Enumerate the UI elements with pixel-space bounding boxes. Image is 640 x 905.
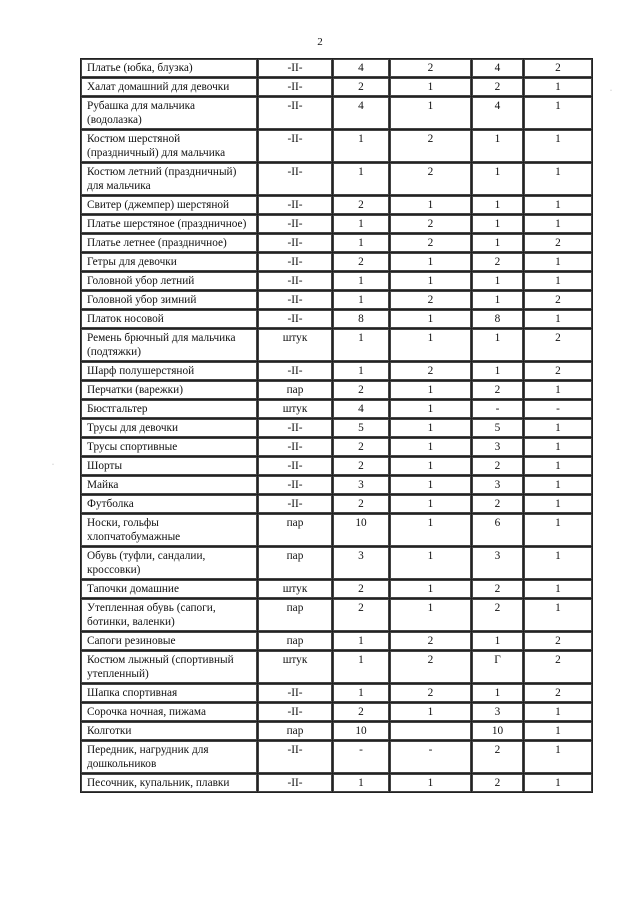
wear-period-cell: 1 — [390, 253, 471, 271]
wear-period-cell: 1 — [524, 215, 592, 233]
table-row — [81, 476, 592, 494]
quantity-cell: 2 — [472, 381, 523, 399]
item-name-cell: Обувь (туфли, сандалии, кроссовки) — [81, 547, 257, 579]
table-body — [81, 59, 592, 792]
wear-period-cell: 2 — [390, 130, 471, 162]
wear-period-cell: 1 — [524, 774, 592, 792]
wear-period-cell: 2 — [524, 651, 592, 683]
unit-cell: пар — [258, 632, 332, 650]
wear-period-cell: 2 — [390, 163, 471, 195]
wear-period-cell: 1 — [524, 163, 592, 195]
wear-period-cell: 2 — [390, 291, 471, 309]
wear-period-cell: 2 — [390, 632, 471, 650]
quantity-cell: 2 — [333, 78, 389, 96]
unit-cell: -II- — [258, 78, 332, 96]
quantity-cell: 1 — [472, 196, 523, 214]
table-row — [81, 59, 592, 77]
quantity-cell: 1 — [472, 215, 523, 233]
quantity-cell: 1 — [472, 163, 523, 195]
wear-period-cell: 1 — [524, 514, 592, 546]
wear-period-cell: - — [524, 400, 592, 418]
quantity-cell: 1 — [472, 632, 523, 650]
table-row — [81, 234, 592, 252]
wear-period-cell: 2 — [524, 234, 592, 252]
wear-period-cell: 1 — [524, 97, 592, 129]
unit-cell: -II- — [258, 457, 332, 475]
quantity-cell: Г — [472, 651, 523, 683]
unit-cell: -II- — [258, 774, 332, 792]
item-name-cell: Колготки — [81, 722, 257, 740]
item-name-cell: Бюстгальтер — [81, 400, 257, 418]
quantity-cell: 2 — [472, 599, 523, 631]
wear-period-cell: 1 — [524, 130, 592, 162]
item-name-cell: Тапочки домашние — [81, 580, 257, 598]
wear-period-cell: 1 — [390, 97, 471, 129]
unit-cell: -II- — [258, 476, 332, 494]
wear-period-cell: 1 — [390, 703, 471, 721]
wear-period-cell: 1 — [524, 419, 592, 437]
unit-cell: -II- — [258, 97, 332, 129]
scan-speck: · — [610, 88, 612, 94]
unit-cell: штук — [258, 400, 332, 418]
table-row — [81, 215, 592, 233]
quantity-cell: 2 — [472, 457, 523, 475]
quantity-cell: 8 — [333, 310, 389, 328]
unit-cell: -II- — [258, 291, 332, 309]
wear-period-cell: 2 — [390, 651, 471, 683]
wear-period-cell: 1 — [390, 580, 471, 598]
quantity-cell: 1 — [333, 163, 389, 195]
table-row — [81, 514, 592, 546]
unit-cell: штук — [258, 651, 332, 683]
table-row — [81, 722, 592, 740]
item-name-cell: Костюм летний (праздничный) для мальчика — [81, 163, 257, 195]
table-row — [81, 163, 592, 195]
table-row — [81, 381, 592, 399]
table-row — [81, 196, 592, 214]
item-name-cell: Ремень брючный для мальчика (подтяжки) — [81, 329, 257, 361]
wear-period-cell: 1 — [524, 547, 592, 579]
wear-period-cell: 1 — [390, 329, 471, 361]
unit-cell: -II- — [258, 130, 332, 162]
wear-period-cell: 2 — [524, 684, 592, 702]
item-name-cell: Головной убор летний — [81, 272, 257, 290]
table-row — [81, 272, 592, 290]
quantity-cell: 2 — [333, 457, 389, 475]
quantity-cell: 1 — [333, 272, 389, 290]
quantity-cell: 1 — [333, 684, 389, 702]
unit-cell: -II- — [258, 495, 332, 513]
wear-period-cell: 1 — [390, 419, 471, 437]
quantity-cell: - — [333, 741, 389, 773]
quantity-cell: 2 — [333, 703, 389, 721]
unit-cell: штук — [258, 329, 332, 361]
unit-cell: -II- — [258, 310, 332, 328]
wear-period-cell: 1 — [390, 547, 471, 579]
scan-speck: · — [52, 462, 54, 468]
table-row — [81, 741, 592, 773]
wear-period-cell: 1 — [390, 438, 471, 456]
unit-cell: -II- — [258, 419, 332, 437]
table-row — [81, 78, 592, 96]
wear-period-cell: 2 — [390, 59, 471, 77]
quantity-cell: 2 — [472, 580, 523, 598]
unit-cell: -II- — [258, 272, 332, 290]
unit-cell: -II- — [258, 253, 332, 271]
unit-cell: -II- — [258, 234, 332, 252]
wear-period-cell: 1 — [390, 457, 471, 475]
quantity-cell: 1 — [333, 632, 389, 650]
quantity-cell: 5 — [333, 419, 389, 437]
table-row — [81, 329, 592, 361]
unit-cell: -II- — [258, 703, 332, 721]
item-name-cell: Майка — [81, 476, 257, 494]
item-name-cell: Песочник, купальник, плавки — [81, 774, 257, 792]
item-name-cell: Костюм лыжный (спортивный утепленный) — [81, 651, 257, 683]
table-row — [81, 774, 592, 792]
quantity-cell: 2 — [333, 580, 389, 598]
quantity-cell: 2 — [333, 438, 389, 456]
item-name-cell: Трусы для девочки — [81, 419, 257, 437]
item-name-cell: Платок носовой — [81, 310, 257, 328]
wear-period-cell: 1 — [390, 514, 471, 546]
wear-period-cell: 1 — [390, 495, 471, 513]
unit-cell: пар — [258, 722, 332, 740]
wear-period-cell: 1 — [524, 722, 592, 740]
quantity-cell: 1 — [472, 362, 523, 380]
table-row — [81, 97, 592, 129]
table-row — [81, 438, 592, 456]
table-row — [81, 457, 592, 475]
wear-period-cell: 1 — [390, 599, 471, 631]
table-row — [81, 419, 592, 437]
quantity-cell: 2 — [472, 774, 523, 792]
table-row — [81, 310, 592, 328]
unit-cell: -II- — [258, 684, 332, 702]
quantity-cell: 3 — [472, 703, 523, 721]
quantity-cell: 4 — [472, 59, 523, 77]
wear-period-cell: 2 — [524, 329, 592, 361]
quantity-cell: 6 — [472, 514, 523, 546]
wear-period-cell: 1 — [390, 310, 471, 328]
quantity-cell: 2 — [333, 196, 389, 214]
table-row — [81, 703, 592, 721]
wear-period-cell: 1 — [524, 457, 592, 475]
item-name-cell: Платье шерстяное (праздничное) — [81, 215, 257, 233]
wear-period-cell: 2 — [524, 362, 592, 380]
wear-period-cell: 2 — [390, 215, 471, 233]
item-name-cell: Сорочка ночная, пижама — [81, 703, 257, 721]
wear-period-cell: 1 — [524, 196, 592, 214]
wear-period-cell: 1 — [390, 476, 471, 494]
wear-period-cell: 1 — [390, 78, 471, 96]
unit-cell: -II- — [258, 362, 332, 380]
quantity-cell: 2 — [333, 381, 389, 399]
item-name-cell: Платье (юбка, блузка) — [81, 59, 257, 77]
quantity-cell: 1 — [333, 362, 389, 380]
item-name-cell: Шорты — [81, 457, 257, 475]
item-name-cell: Утепленная обувь (сапоги, ботинки, валенки) — [81, 599, 257, 631]
wear-period-cell: - — [390, 741, 471, 773]
wear-period-cell: 1 — [390, 774, 471, 792]
wear-period-cell: 2 — [390, 234, 471, 252]
quantity-cell: 10 — [333, 514, 389, 546]
quantity-cell: 4 — [472, 97, 523, 129]
quantity-cell: 3 — [333, 547, 389, 579]
unit-cell: -II- — [258, 741, 332, 773]
quantity-cell: 2 — [333, 253, 389, 271]
unit-cell: -II- — [258, 196, 332, 214]
wear-period-cell: 2 — [524, 59, 592, 77]
unit-cell: штук — [258, 580, 332, 598]
quantity-cell: 2 — [472, 495, 523, 513]
quantity-cell: 3 — [333, 476, 389, 494]
wear-period-cell: 1 — [524, 741, 592, 773]
wear-period-cell: 1 — [524, 381, 592, 399]
wear-period-cell: 2 — [390, 684, 471, 702]
quantity-cell: 1 — [333, 329, 389, 361]
unit-cell: пар — [258, 381, 332, 399]
quantity-cell: 3 — [472, 547, 523, 579]
table-row — [81, 651, 592, 683]
quantity-cell: 3 — [472, 476, 523, 494]
item-name-cell: Шарф полушерстяной — [81, 362, 257, 380]
table-row — [81, 684, 592, 702]
item-name-cell: Шапка спортивная — [81, 684, 257, 702]
quantity-cell: 1 — [472, 234, 523, 252]
item-name-cell: Носки, гольфы хлопчатобумажные — [81, 514, 257, 546]
item-name-cell: Рубашка для мальчика (водолазка) — [81, 97, 257, 129]
table-row — [81, 130, 592, 162]
quantity-cell: 4 — [333, 59, 389, 77]
item-name-cell: Свитер (джемпер) шерстяной — [81, 196, 257, 214]
quantity-cell: 2 — [333, 495, 389, 513]
quantity-cell: - — [472, 400, 523, 418]
table-row — [81, 400, 592, 418]
wear-period-cell: 1 — [524, 310, 592, 328]
item-name-cell: Халат домашний для девочки — [81, 78, 257, 96]
quantity-cell: 1 — [472, 272, 523, 290]
item-name-cell: Платье летнее (праздничное) — [81, 234, 257, 252]
quantity-cell: 1 — [333, 130, 389, 162]
wear-period-cell: 1 — [524, 438, 592, 456]
wear-period-cell: 1 — [524, 580, 592, 598]
unit-cell: пар — [258, 514, 332, 546]
item-name-cell: Передник, нагрудник для дошкольников — [81, 741, 257, 773]
item-name-cell: Костюм шерстяной (праздничный) для мальчика — [81, 130, 257, 162]
unit-cell: -II- — [258, 163, 332, 195]
wear-period-cell: 1 — [524, 253, 592, 271]
wear-period-cell: 2 — [524, 291, 592, 309]
unit-cell: пар — [258, 547, 332, 579]
page-number: 2 — [317, 36, 323, 48]
wear-period-cell: 2 — [524, 632, 592, 650]
wear-period-cell: 1 — [390, 381, 471, 399]
item-name-cell: Сапоги резиновые — [81, 632, 257, 650]
wear-period-cell: 1 — [524, 272, 592, 290]
quantity-cell: 1 — [472, 329, 523, 361]
unit-cell: -II- — [258, 438, 332, 456]
quantity-cell: 10 — [472, 722, 523, 740]
wear-period-cell: 1 — [390, 272, 471, 290]
wear-period-cell: 1 — [390, 400, 471, 418]
wear-period-cell: 1 — [524, 476, 592, 494]
table-row — [81, 632, 592, 650]
quantity-cell: 1 — [333, 651, 389, 683]
quantity-cell: 10 — [333, 722, 389, 740]
quantity-cell: 1 — [472, 684, 523, 702]
wear-period-cell: 2 — [390, 362, 471, 380]
quantity-cell: 1 — [472, 130, 523, 162]
quantity-cell: 1 — [333, 215, 389, 233]
table-row — [81, 547, 592, 579]
table-row — [81, 253, 592, 271]
table-row — [81, 291, 592, 309]
quantity-cell: 8 — [472, 310, 523, 328]
table-row — [81, 495, 592, 513]
item-name-cell: Гетры для девочки — [81, 253, 257, 271]
quantity-cell: 1 — [472, 291, 523, 309]
item-name-cell: Перчатки (варежки) — [81, 381, 257, 399]
quantity-cell: 1 — [333, 291, 389, 309]
unit-cell: -II- — [258, 215, 332, 233]
wear-period-cell: 1 — [390, 196, 471, 214]
item-name-cell: Головной убор зимний — [81, 291, 257, 309]
wear-period-cell: 1 — [524, 495, 592, 513]
quantity-cell: 4 — [333, 400, 389, 418]
quantity-cell: 2 — [472, 741, 523, 773]
quantity-cell: 2 — [472, 253, 523, 271]
item-name-cell: Трусы спортивные — [81, 438, 257, 456]
quantity-cell: 3 — [472, 438, 523, 456]
quantity-cell: 1 — [333, 234, 389, 252]
table-row — [81, 580, 592, 598]
item-name-cell: Футболка — [81, 495, 257, 513]
clothing-norms-table — [80, 58, 593, 793]
quantity-cell: 4 — [333, 97, 389, 129]
unit-cell: -II- — [258, 59, 332, 77]
wear-period-cell: 1 — [524, 703, 592, 721]
unit-cell: пар — [258, 599, 332, 631]
quantity-cell: 2 — [333, 599, 389, 631]
quantity-cell: 5 — [472, 419, 523, 437]
wear-period-cell — [390, 722, 471, 740]
quantity-cell: 2 — [472, 78, 523, 96]
table-row — [81, 599, 592, 631]
wear-period-cell: 1 — [524, 599, 592, 631]
wear-period-cell: 1 — [524, 78, 592, 96]
quantity-cell: 1 — [333, 774, 389, 792]
table-row — [81, 362, 592, 380]
